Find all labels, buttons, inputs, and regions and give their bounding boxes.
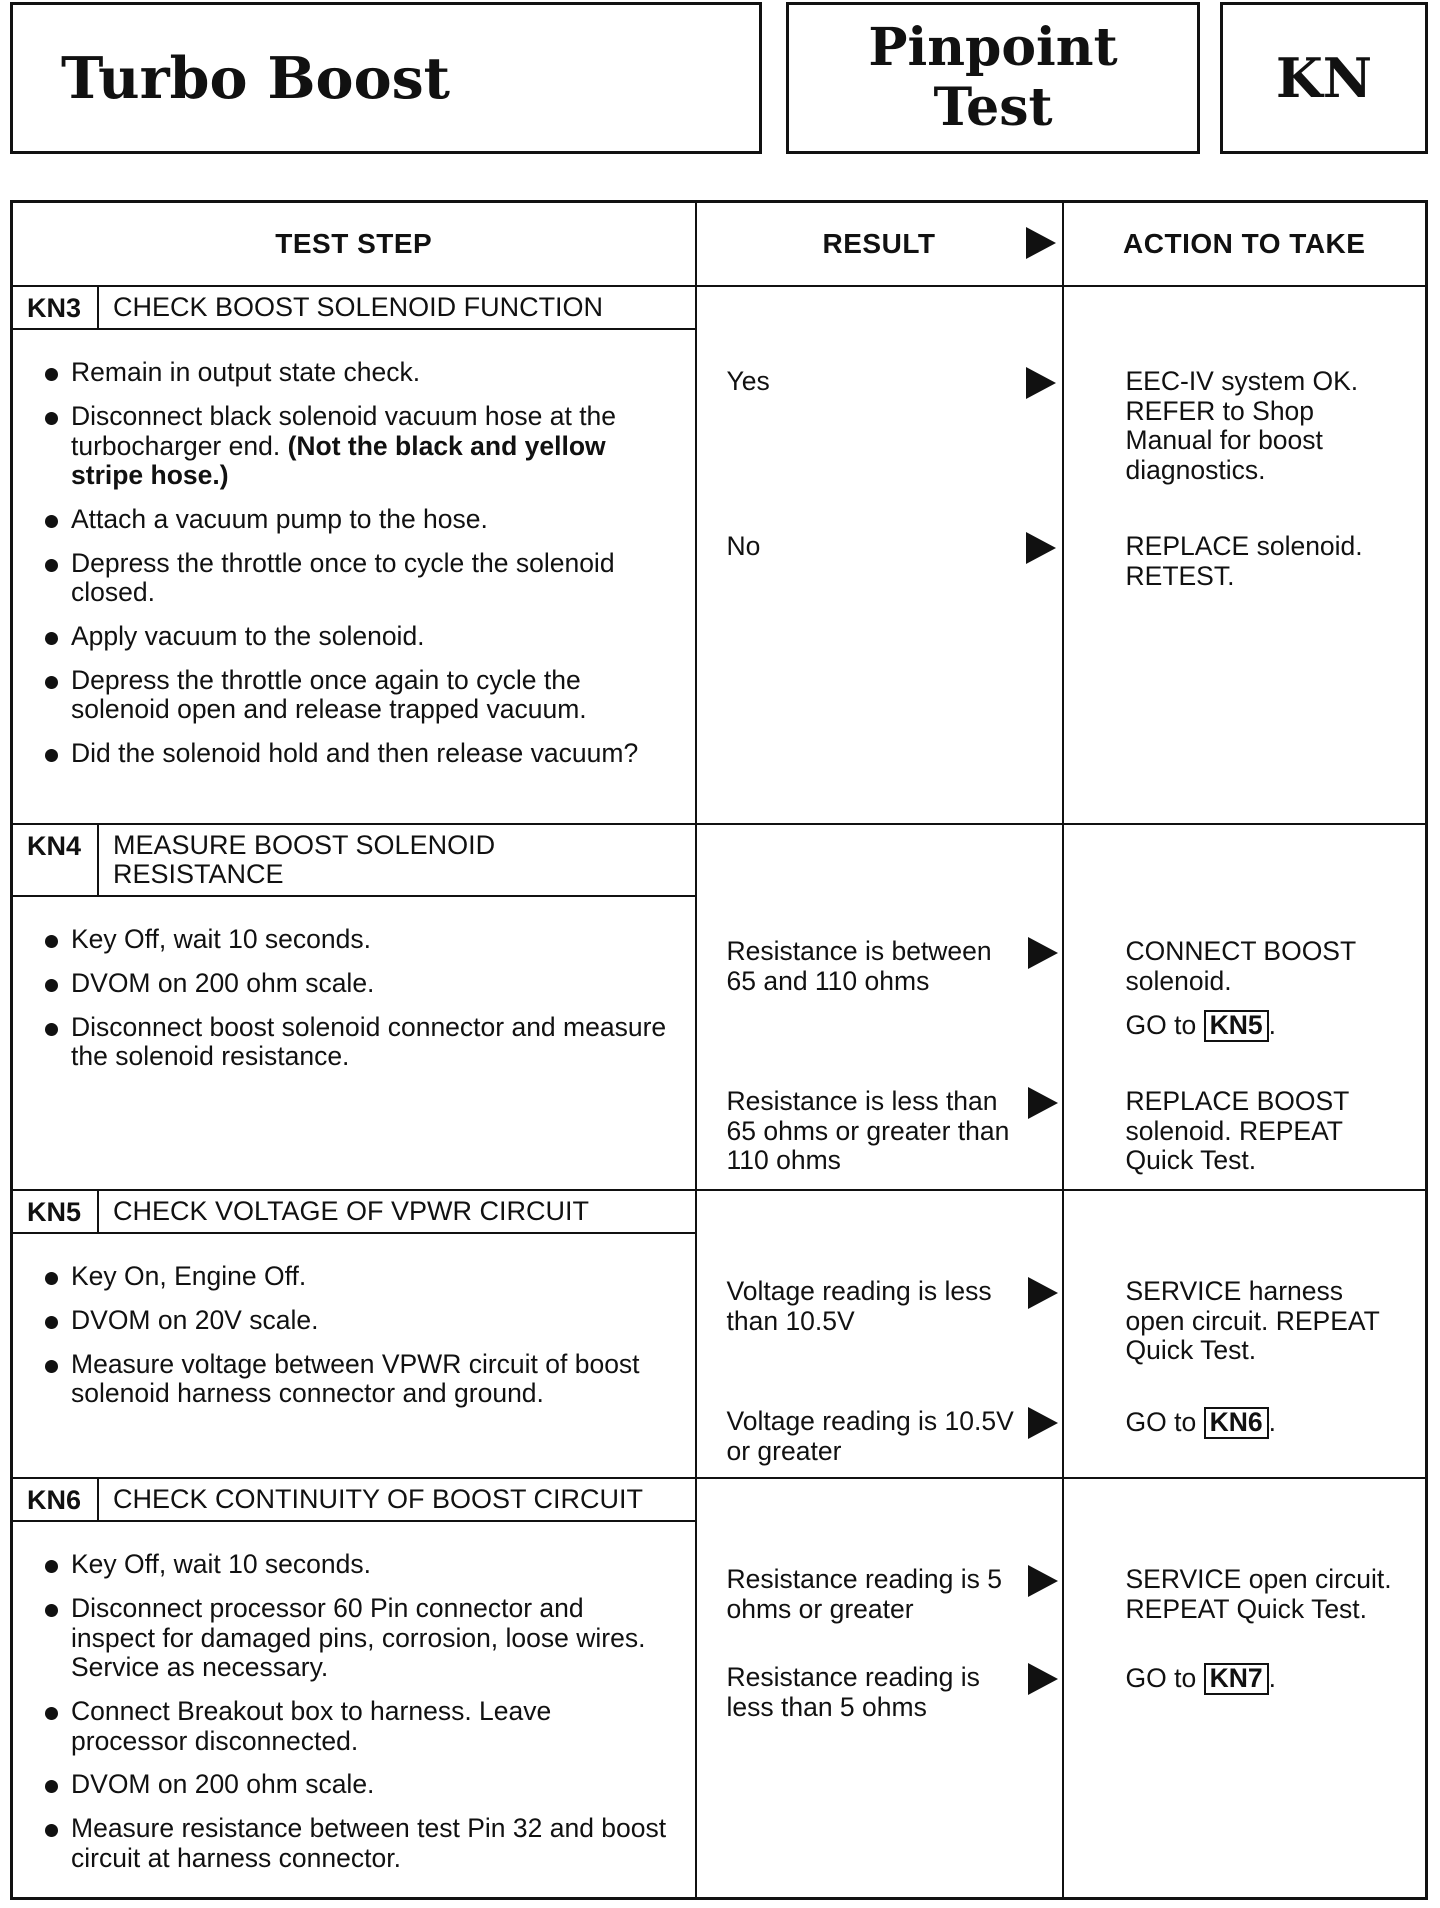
bullet: DVOM on 20V scale. (45, 1306, 675, 1336)
column-header-result-label: RESULT (822, 228, 936, 259)
step-row-kn6 (12, 1478, 1427, 1899)
arrow-right-icon (1026, 532, 1056, 564)
bullet: Measure voltage between VPWR circuit of boost solenoid harness connector and ground. (45, 1350, 675, 1409)
goto-text: GO to (1125, 1010, 1197, 1041)
step-row-kn5 (12, 1190, 1427, 1478)
result-item (727, 937, 1022, 996)
result-cell (696, 1478, 1063, 1899)
result-item (727, 1407, 1022, 1466)
step-title: CHECK CONTINUITY OF BOOST CIRCUIT (113, 1484, 644, 1514)
bullet: Remain in output state check. (45, 358, 675, 388)
bullet-text: Disconnect black solenoid vacuum hose at the turbocharger end. (71, 400, 617, 461)
goto-step-ref[interactable]: KN6 (1204, 1407, 1269, 1439)
step-header (13, 287, 697, 330)
step-bullets (13, 897, 695, 1096)
result-text: Voltage reading is 10.5V or greater (726, 1406, 1014, 1466)
goto-line (1126, 1010, 1366, 1042)
result-cell (696, 1190, 1063, 1478)
result-item (727, 367, 1056, 397)
bullet: Depress the throttle once to cycle the solenoid closed. (45, 549, 675, 608)
page-title: Turbo Boost (10, 2, 762, 154)
result-text: Voltage reading is less than 10.5V (726, 1276, 992, 1336)
goto-end: . (1268, 1010, 1276, 1041)
arrow-right-icon (1028, 1565, 1058, 1597)
column-header-test-step: TEST STEP (12, 202, 696, 287)
step-header (13, 1479, 697, 1522)
bullet: Measure resistance between test Pin 32 and boost circuit at harness connector. (45, 1814, 675, 1873)
arrow-right-icon (1026, 367, 1056, 399)
step-bullets (13, 330, 695, 792)
arrow-right-icon (1028, 1663, 1058, 1695)
result-text: Resistance reading is less than 5 ohms (726, 1662, 980, 1722)
step-bullets (13, 1522, 695, 1897)
result-item (727, 1663, 1022, 1722)
action-item: SERVICE harness open circuit. REPEAT Quick Test. (1125, 1276, 1380, 1366)
step-code: KN6 (13, 1479, 99, 1520)
bullet: DVOM on 200 ohm scale. (45, 1770, 675, 1800)
bullet: Depress the throttle once again to cycle the solenoid open and release trapped vacuum. (45, 666, 675, 725)
action-cell (1063, 286, 1427, 824)
bullet: Apply vacuum to the solenoid. (45, 622, 675, 652)
step-title: MEASURE BOOST SOLENOID RESISTANCE (113, 830, 496, 890)
arrow-right-icon (1026, 227, 1056, 259)
step-row-kn4 (12, 824, 1427, 1190)
action-text: CONNECT BOOST solenoid. (1125, 936, 1356, 996)
result-text: Resistance is between 65 and 110 ohms (726, 936, 992, 996)
bullet-bold-note: (Not the black and yellow stripe hose.) (71, 430, 606, 491)
action-item: REPLACE solenoid. RETEST. (1125, 531, 1363, 591)
bullet: Key Off, wait 10 seconds. (45, 925, 675, 955)
result-item (727, 532, 1056, 562)
action-item (1126, 1407, 1420, 1439)
action-cell (1063, 1190, 1427, 1478)
goto-text: GO to (1125, 1407, 1197, 1437)
result-text: No (726, 531, 761, 561)
column-header-result (696, 202, 1063, 287)
action-item: EEC-IV system OK. REFER to Shop Manual for boost diagnostics. (1125, 366, 1359, 486)
step-code: KN5 (13, 1191, 99, 1232)
step-header (13, 1191, 697, 1234)
result-item (727, 1565, 1022, 1624)
pinpoint-test-table (10, 200, 1428, 1900)
result-text: Resistance is less than 65 ohms or greater than 110 ohms (726, 1086, 1010, 1176)
result-text: Resistance reading is 5 ohms or greater (726, 1564, 1002, 1624)
test-type-box (786, 2, 1200, 154)
action-item (1126, 937, 1366, 1042)
action-cell (1063, 824, 1427, 1190)
action-item (1126, 1663, 1420, 1695)
column-header-action: ACTION TO TAKE (1063, 202, 1427, 287)
step-row-kn3 (12, 286, 1427, 824)
result-item (727, 1087, 1022, 1176)
bullet: Attach a vacuum pump to the hose. (45, 505, 675, 535)
action-item: REPLACE BOOST solenoid. REPEAT Quick Test. (1125, 1086, 1349, 1176)
result-text: Yes (726, 366, 770, 396)
bullet: Did the solenoid hold and then release vacuum? (45, 739, 675, 769)
bullet (45, 402, 675, 491)
step-cell (12, 824, 696, 1190)
goto-end: . (1268, 1407, 1276, 1437)
result-cell (696, 286, 1063, 824)
bullet: DVOM on 200 ohm scale. (45, 969, 675, 999)
goto-end: . (1268, 1663, 1276, 1693)
goto-step-ref[interactable]: KN7 (1204, 1663, 1269, 1695)
goto-text: GO to (1125, 1663, 1197, 1693)
step-code: KN3 (13, 287, 99, 328)
arrow-right-icon (1028, 1087, 1058, 1119)
bullet: Disconnect boost solenoid connector and measure the solenoid resistance. (45, 1013, 675, 1072)
action-cell (1063, 1478, 1427, 1899)
step-cell (12, 1478, 696, 1899)
result-item (727, 1277, 1022, 1336)
step-header (13, 825, 697, 897)
arrow-right-icon (1028, 1277, 1058, 1309)
step-cell (12, 1190, 696, 1478)
test-type-line1: Pinpoint (868, 17, 1118, 79)
arrow-right-icon (1028, 1407, 1058, 1439)
bullet: Key On, Engine Off. (45, 1262, 675, 1292)
arrow-right-icon (1028, 937, 1058, 969)
result-cell (696, 824, 1063, 1190)
bullet: Key Off, wait 10 seconds. (45, 1550, 675, 1580)
step-bullets (13, 1234, 695, 1433)
step-code: KN4 (13, 825, 99, 895)
test-code: KN (1220, 2, 1428, 154)
bullet: Connect Breakout box to harness. Leave processor disconnected. (45, 1697, 675, 1756)
step-title: CHECK BOOST SOLENOID FUNCTION (113, 292, 604, 322)
step-title: CHECK VOLTAGE OF VPWR CIRCUIT (113, 1196, 590, 1226)
goto-step-ref[interactable]: KN5 (1204, 1010, 1269, 1042)
step-cell (12, 286, 696, 824)
action-item: SERVICE open circuit. REPEAT Quick Test. (1125, 1564, 1392, 1624)
bullet: Disconnect processor 60 Pin connector and inspect for damaged pins, corrosion, loose wires. Service as necessary. (45, 1594, 675, 1683)
test-type-line2: Test (933, 77, 1053, 138)
